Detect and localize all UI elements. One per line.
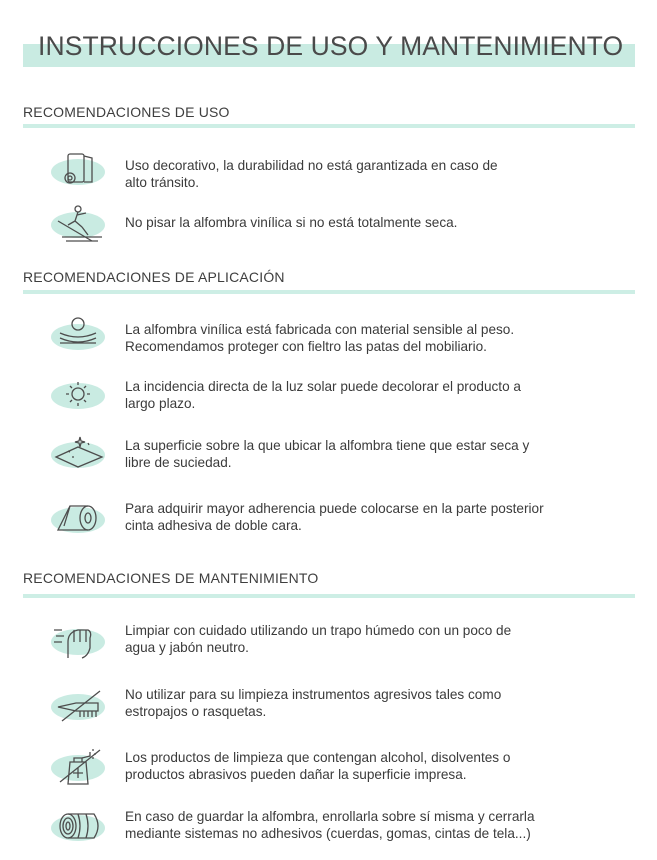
- list-item: [48, 744, 608, 788]
- section-heading-uso: [23, 104, 635, 120]
- list-item: [48, 496, 608, 540]
- item-text: En caso de guardar la alfombra, enrollarla sobre sí misma y cerrarla mediante sistemas no adhesivos (cuerdas, gomas, cintas de tela...): [125, 809, 535, 841]
- wiping-hand-icon: [48, 618, 114, 662]
- sun-icon: [48, 372, 114, 416]
- section-heading-label: RECOMENDACIONES DE APLICACIÓN: [23, 269, 285, 285]
- list-item: [48, 431, 608, 475]
- item-text: Los productos de limpieza que contengan alcohol, disolventes o productos abrasivos pueden dañar la superficie impresa.: [125, 750, 511, 782]
- rolled-rug-icon: [48, 148, 114, 192]
- list-item: [48, 313, 608, 357]
- slippery-floor-icon: [48, 201, 114, 245]
- item-text: Para adquirir mayor adherencia puede colocarse en la parte posterior cinta adhesiva de doble cara.: [125, 501, 544, 533]
- section-heading-label: RECOMENDACIONES DE MANTENIMIENTO: [23, 570, 319, 586]
- section-heading-label: RECOMENDACIONES DE USO: [23, 104, 230, 120]
- list-item: [48, 201, 608, 245]
- item-text: Uso decorativo, la durabilidad no está garantizada en caso de alto tránsito.: [125, 158, 498, 190]
- section-heading-aplicacion: [23, 269, 635, 285]
- no-brush-icon: [48, 683, 114, 727]
- section-heading-mantenimiento: [23, 570, 635, 586]
- section-divider: [23, 124, 635, 128]
- list-item: [48, 372, 608, 416]
- item-text: Limpiar con cuidado utilizando un trapo húmedo con un poco de agua y jabón neutro.: [125, 623, 512, 655]
- item-text: La alfombra vinílica está fabricada con material sensible al peso. Recomendamos proteger con fieltro las patas del mobiliario.: [125, 322, 515, 354]
- section-divider: [23, 594, 635, 598]
- item-text: La incidencia directa de la luz solar puede decolorar el producto a largo plazo.: [125, 379, 521, 411]
- section-divider: [23, 290, 635, 294]
- list-item: [48, 148, 608, 192]
- list-item: [48, 683, 608, 727]
- list-item: [48, 804, 608, 848]
- page-title: INSTRUCCIONES DE USO Y MANTENIMIENTO: [38, 31, 624, 61]
- item-text: No utilizar para su limpieza instrumentos agresivos tales como estropajos o rasquetas.: [125, 687, 502, 719]
- weight-pressure-icon: [48, 313, 114, 357]
- clean-surface-icon: [48, 431, 114, 475]
- item-text: La superficie sobre la que ubicar la alfombra tiene que estar seca y libre de suciedad.: [125, 438, 530, 470]
- item-text: No pisar la alfombra vinílica si no está totalmente seca.: [125, 215, 458, 230]
- roll-storage-icon: [48, 804, 114, 848]
- list-item: [48, 618, 608, 662]
- no-spray-icon: [48, 744, 114, 788]
- page-header: [23, 30, 635, 70]
- adhesive-tape-icon: [48, 496, 114, 540]
